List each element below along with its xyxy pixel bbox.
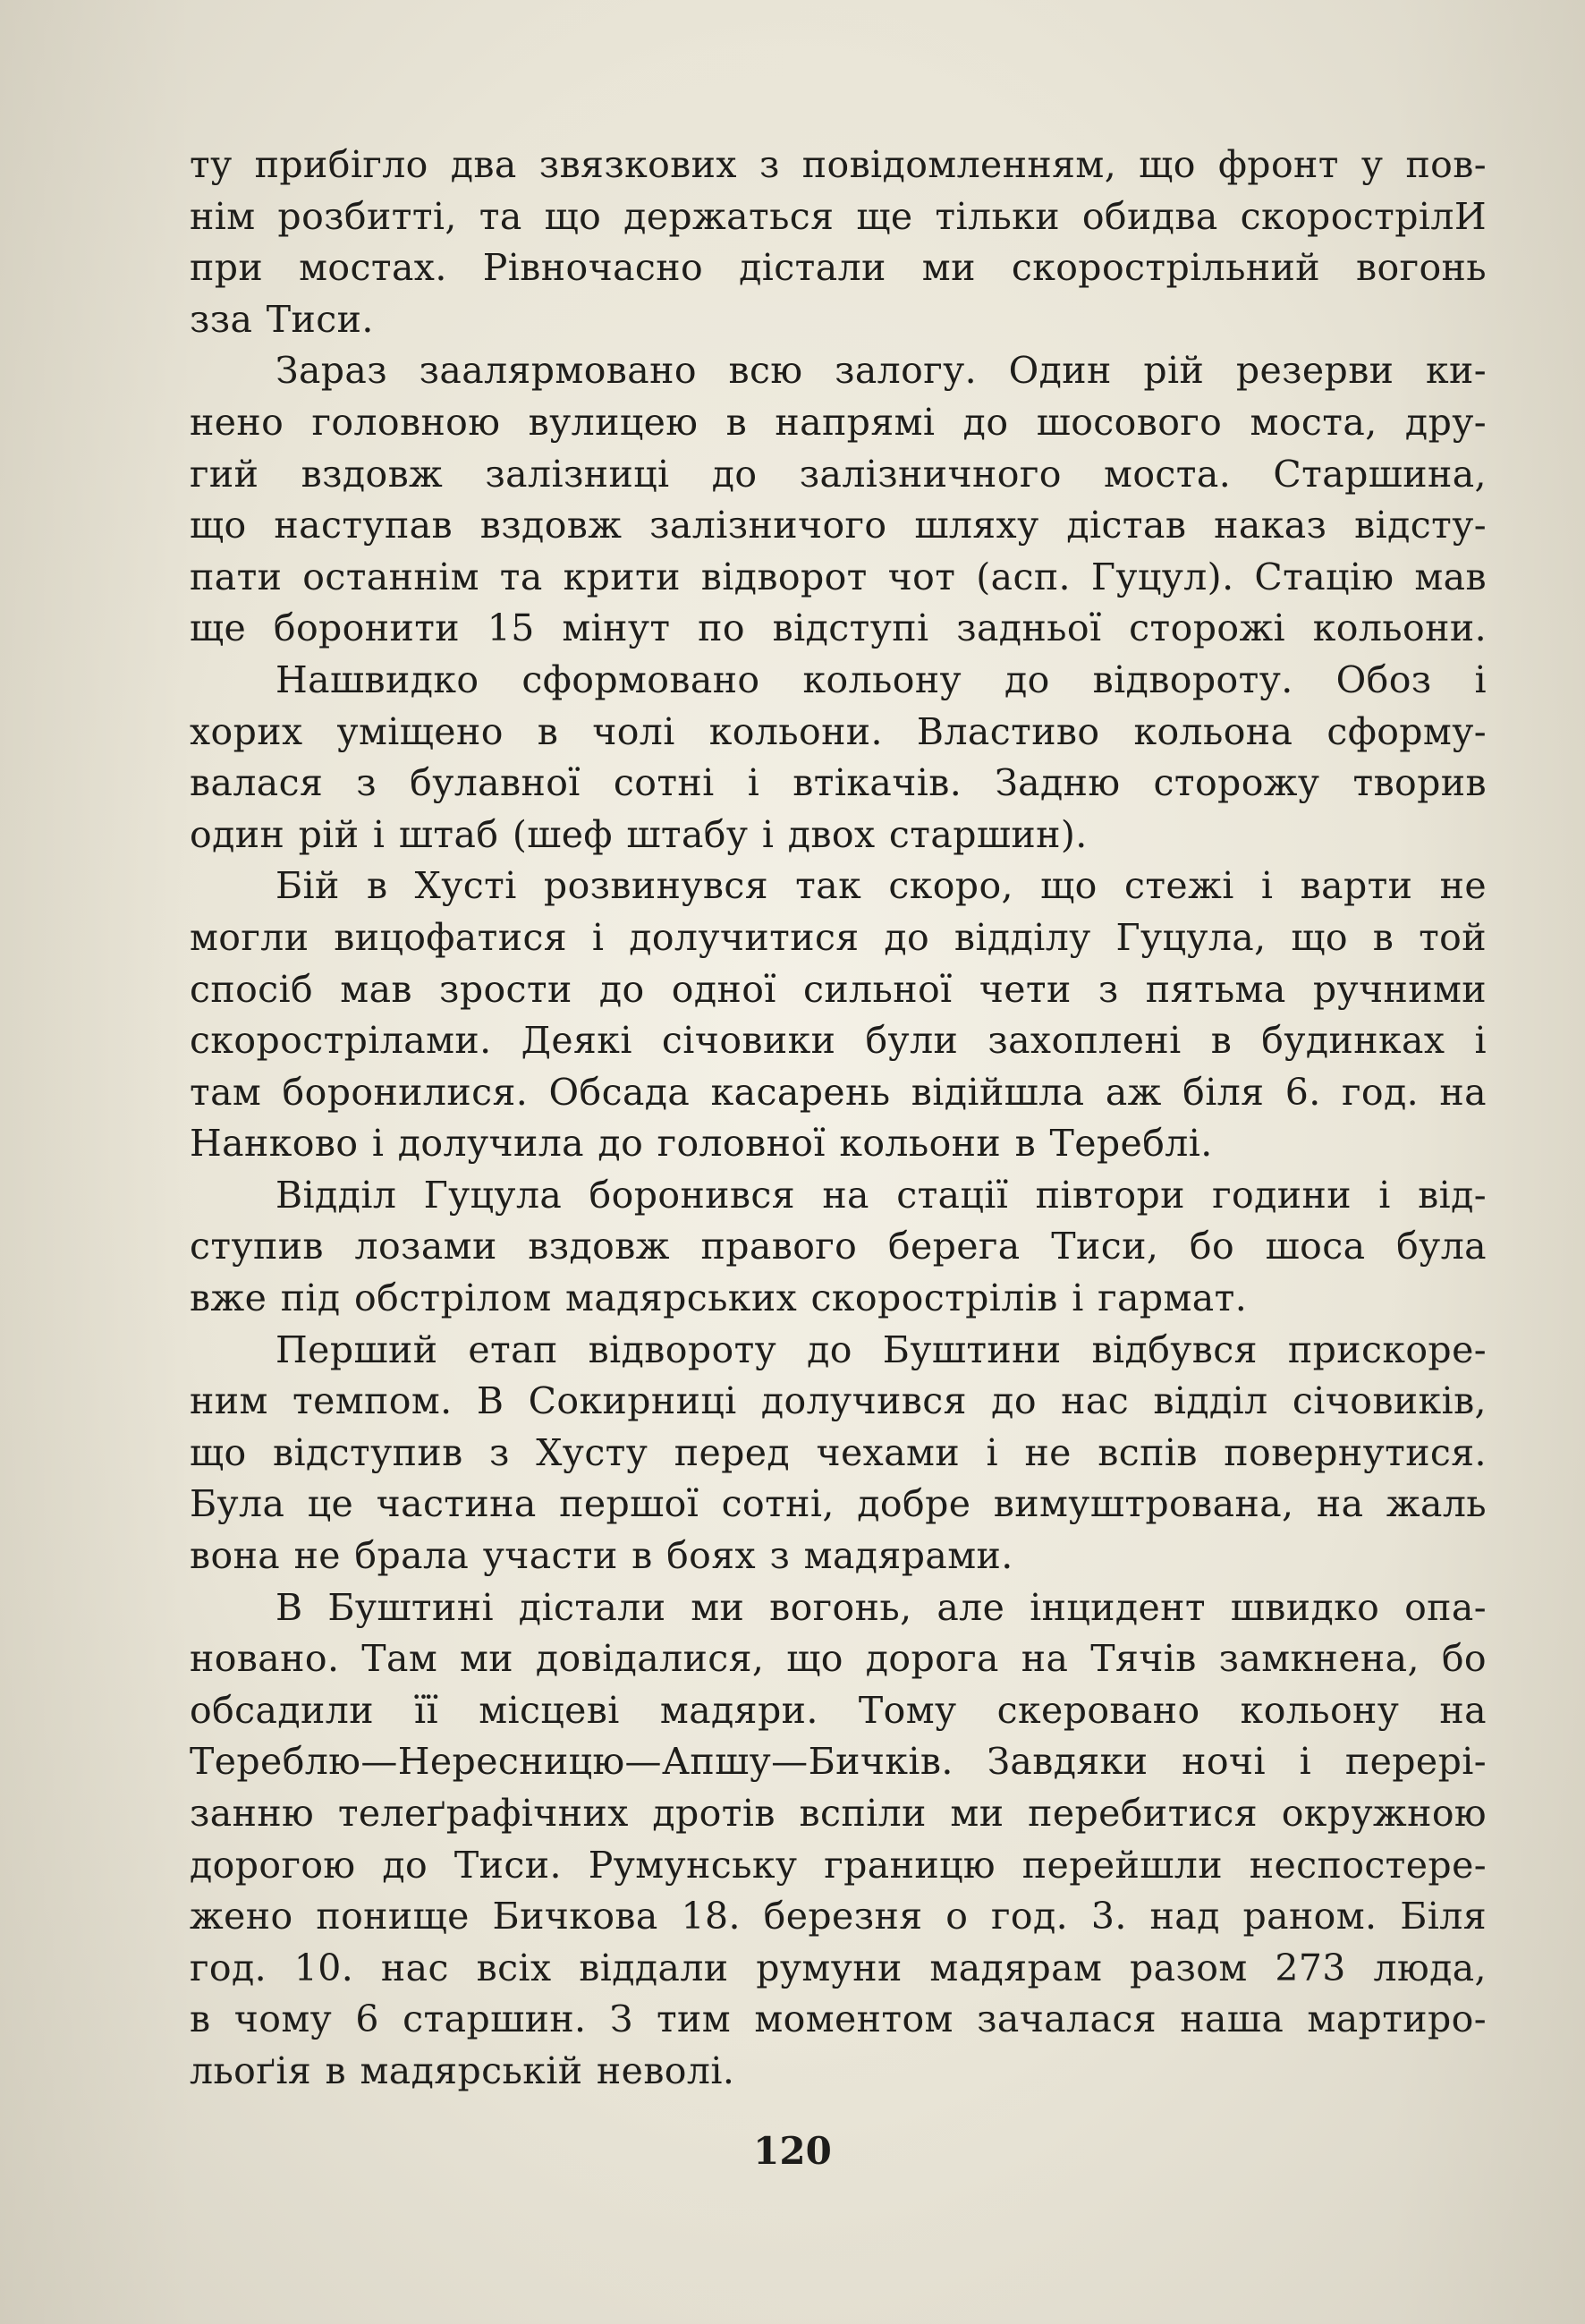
text-line: спосіб мав зрости до одної сильної чети з пятьма ручними [190,967,1487,1011]
text-line: в чому 6 старшин. З тим моментом зачалася наша мартиро- [190,1997,1487,2041]
paragraph-first-line: Нашвидко сформовано кольону до відвороту. Обоз і [275,657,1487,701]
text-line: що відступив з Хусту перед чехами і не вспів повернутися. [190,1430,1487,1474]
paragraph-first-line: В Буштині дістали ми вогонь, але інцидент швидко опа- [275,1585,1487,1629]
text-line: один рій і штаб (шеф штабу і двох старшин). [190,812,1088,856]
page-number: 120 [753,2129,832,2173]
text-line: там боронилися. Обсада касарень відійшла аж біля 6. год. на [190,1070,1487,1114]
text-line: ту прибігло два звязкових з повідомленням, що фронт у пов- [190,143,1487,186]
text-line: вона не брала участи в боях з мадярами. [190,1534,1013,1578]
text-line: при мостах. Рівночасно дістали ми скорострільний вогонь [190,246,1487,290]
text-line: ним темпом. В Сокирниці долучився до нас відділ січовиків, [190,1379,1487,1423]
text-line: вже під обстрілом мадярських скорострілів і гармат. [190,1277,1248,1320]
text-line: скорострілами. Деякі січовики були захоплені в будинках і [190,1019,1487,1063]
paragraph-first-line: Перший етап відвороту до Буштини відбувся прискоре- [275,1327,1487,1371]
text-line: Була це частина першої сотні, добре вимуштрована, на жаль [190,1482,1487,1526]
text-line: занню телеґрафічних дротів вспіли ми перебитися окружною [190,1792,1487,1835]
text-line: валася з булавної сотні і втікачів. Задню сторожу творив [190,761,1487,805]
text-line: ступив лозами вздовж правого берега Тиси, бо шоса була [190,1225,1487,1268]
text-line: нено головною вулицею в напрямі до шосового моста, дру- [190,400,1487,444]
text-line: ще боронити 15 мінут по відступі задньої сторожі кольони. [190,606,1487,650]
text-line: що наступав вздовж залізничого шляху дістав наказ відсту- [190,504,1487,547]
text-line: новано. Там ми довідалися, що дорога на Тячів замкнена, бо [190,1637,1487,1681]
text-line: хорих уміщено в чолі кольони. Властиво кольона сформу- [190,709,1487,753]
text-line: год. 10. нас всіх віддали румуни мадярам разом 273 люда, [190,1946,1487,1989]
paragraph-first-line: Бій в Хусті розвинувся так скоро, що стежі і варти не [275,864,1487,908]
text-line: зза Тиси. [190,297,374,341]
text-line: жено понище Бичкова 18. березня о год. 3. над раном. Біля [190,1895,1487,1938]
text-line: пати останнім та крити відворот чот (асп. Гуцул). Стацію мав [190,555,1487,598]
paragraph-first-line: Відділ Гуцула боронився на стації півтори години і від- [275,1173,1487,1217]
body-text [190,140,1487,2098]
text-line: льоґія в мадярській неволі. [190,2048,735,2092]
paragraph-first-line: Зараз заалярмовано всю залогу. Один рій резерви ки- [275,349,1487,393]
text-line: нім розбитті, та що держаться ще тільки обидва скорострілИ [190,194,1487,238]
text-line: Нанково і долучила до головної кольони в Тереблі. [190,1122,1213,1166]
text-line: дорогою до Тиси. Румунську границю перейшли неспостере- [190,1843,1487,1887]
text-line: гий вздовж залізниці до залізничного моста. Старшина, [190,452,1487,496]
text-line: могли вицофатися і долучитися до відділу Гуцула, що в той [190,915,1487,959]
text-line: Тереблю—Нересницю—Апшу—Бичків. Завдяки ночі і перері- [190,1740,1487,1784]
text-line: обсадили її місцеві мадяри. Тому скеровано кольону на [190,1688,1487,1732]
